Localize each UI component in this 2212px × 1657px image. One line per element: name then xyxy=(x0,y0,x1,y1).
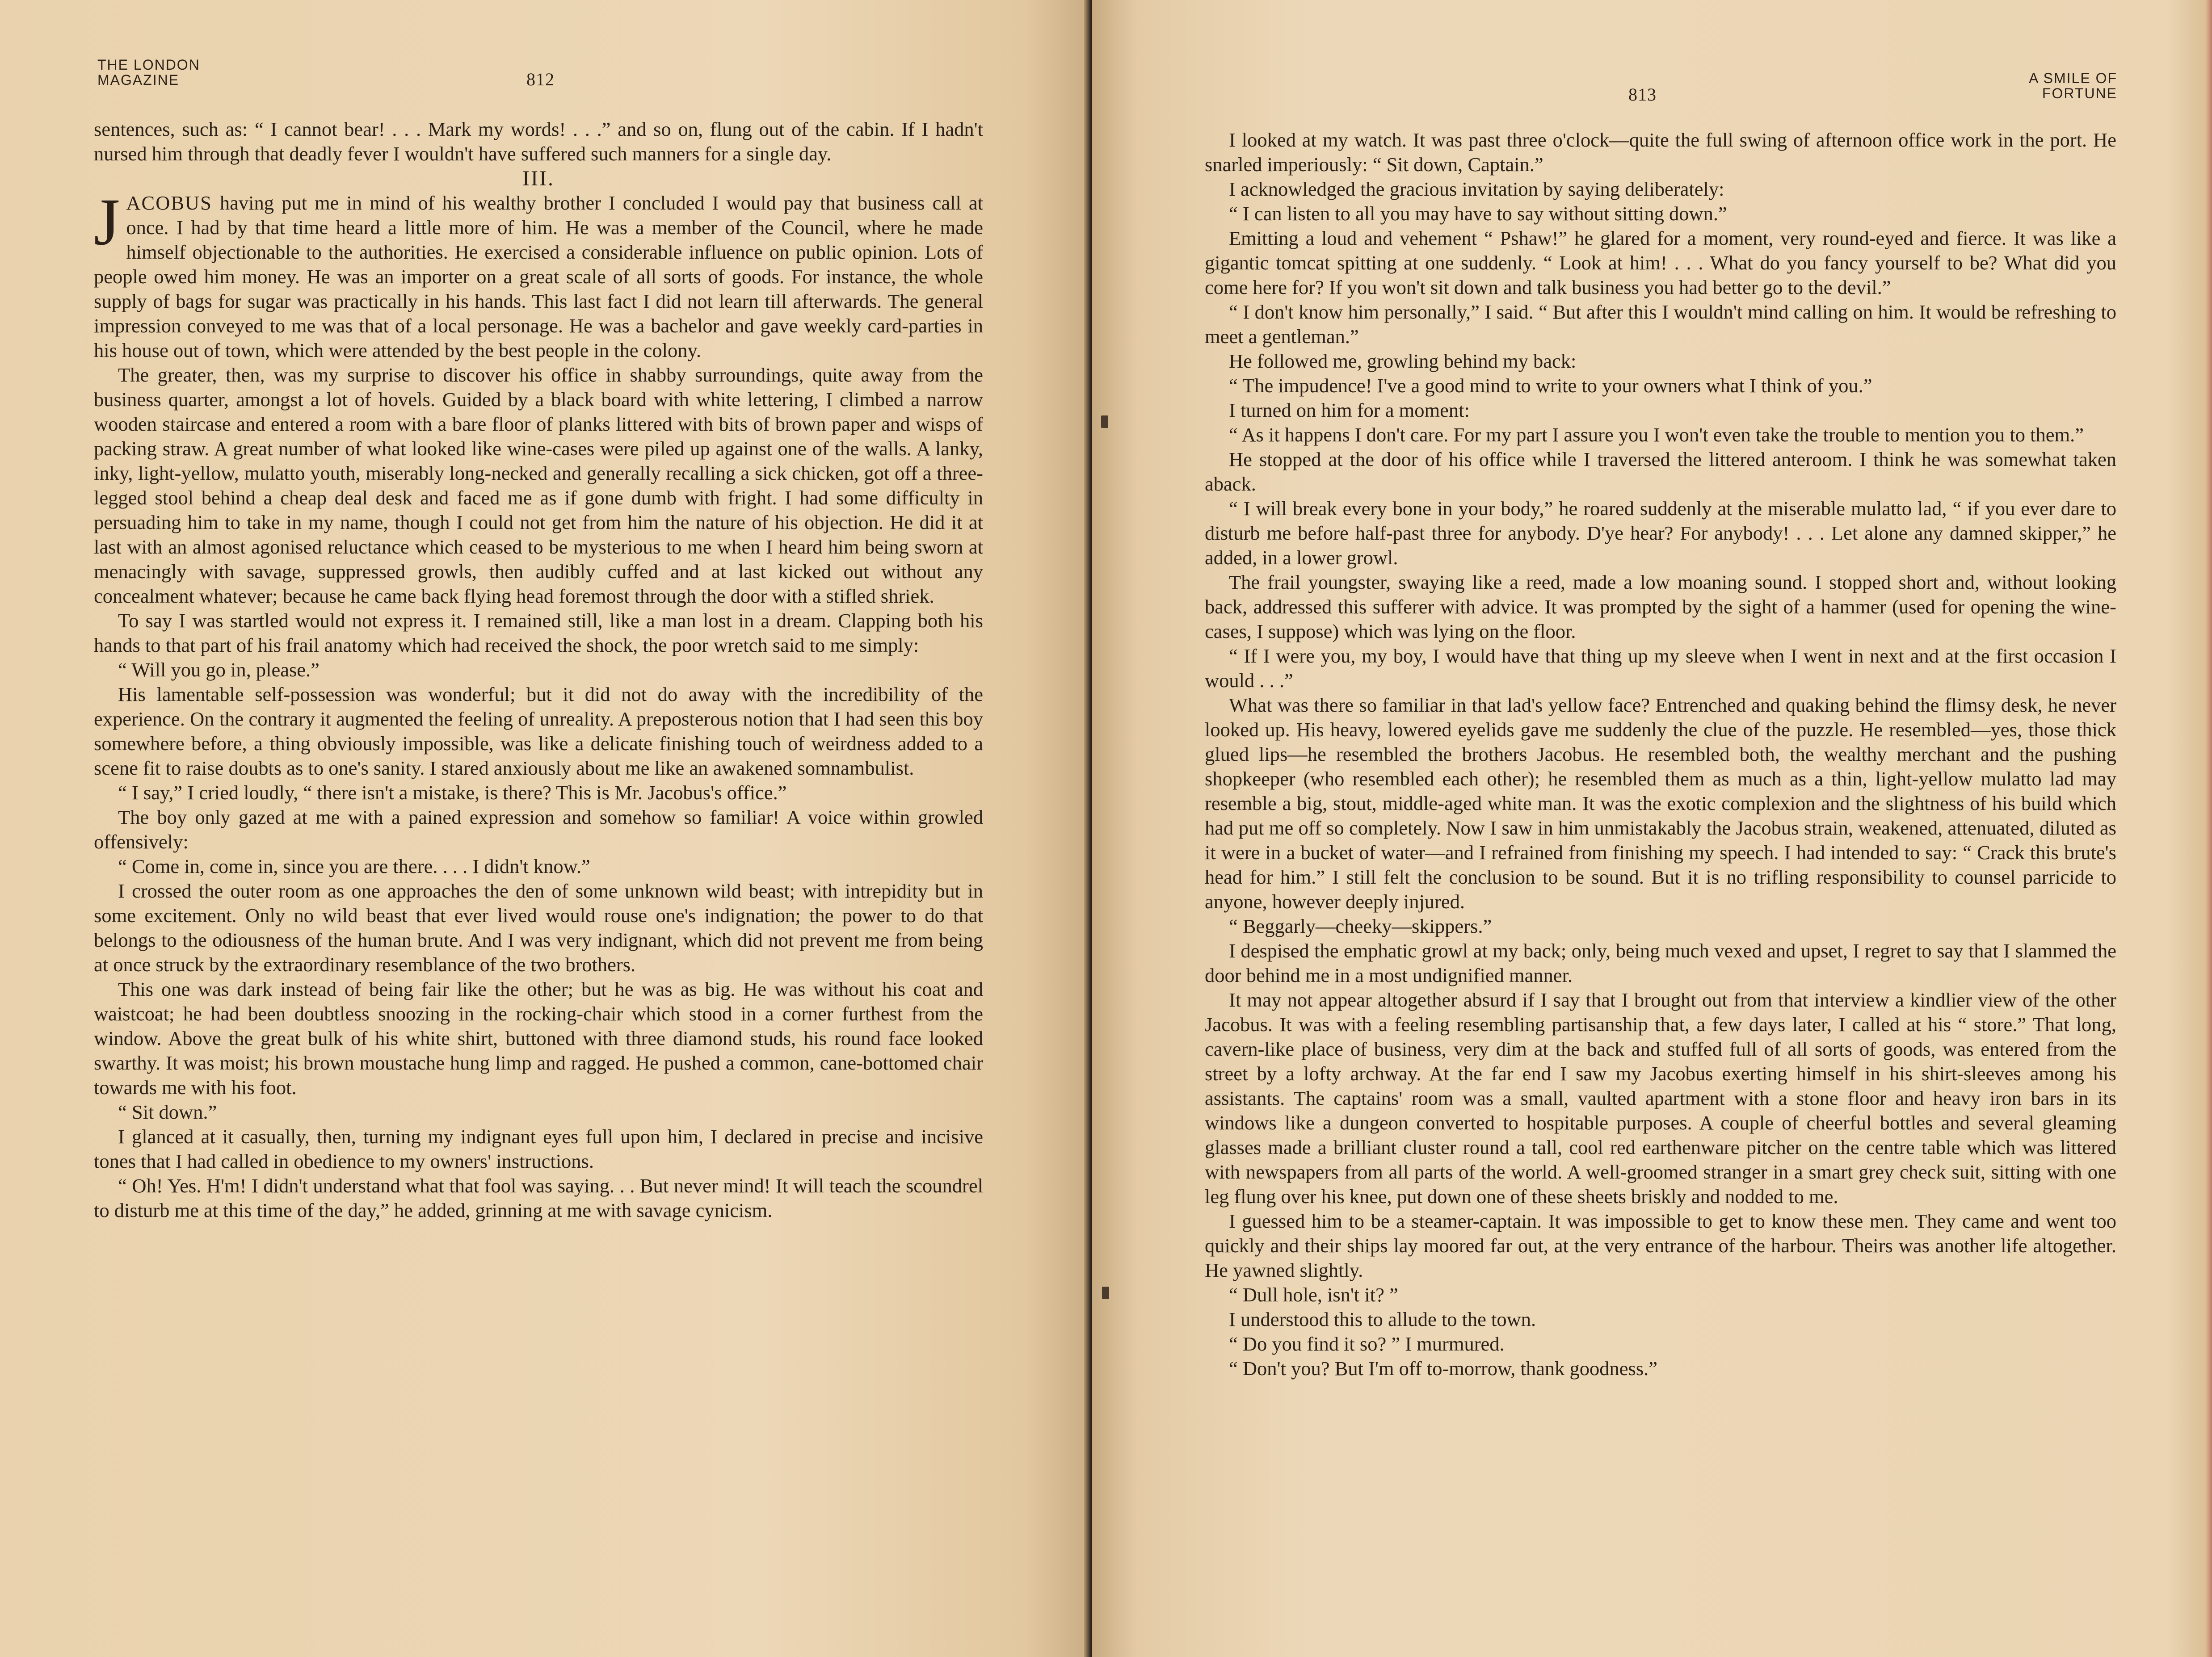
running-head-line: FORTUNE xyxy=(2042,85,2117,101)
paragraph: What was there so familiar in that lad's yellow face? Entrenched and quaking behind the flimsy desk, he never looked up. His heavy, lowered eyelids gave me suddenly the clue of the puzzle. He resembled—yes, those thick glued lips—he resembled the brothers Jacobus. He resembled both, the wealthy merchant and the pushing shopkeeper (who resembled each other); he resembled them as much as a thin, light-yellow mulatto lad may resemble a big, stout, middle-aged white man. It was the exotic complexion and the slightness of his build which had put me off so completely. Now I saw in him unmistakably the Jacobus strain, weakened, attenuated, diluted as it were in a bucket of water—and I refrained from finishing my speech. I had intended to say: “ Crack this brute's head for him.” I still felt the conclusion to be sound. But it is no trifling responsibility to counsel parricide to anyone, however deeply injured. xyxy=(1205,694,2116,913)
paragraph: I crossed the outer room as one approaches the den of some unknown wild beast; with intrepidity but in some excitement. Only no wild beast that ever lived would rouse one's indignation; the power to do that belongs to the odiousness of the human brute. And I was very indignant, which did not prevent me from being at once struck by the extraordinary resemblance of the two brothers. xyxy=(94,880,983,976)
paragraph: I looked at my watch. It was past three o'clock—quite the full swing of afternoon office work in the port. He snarled imperiously: “ Sit down, Captain.” xyxy=(1205,129,2116,176)
binding-mark xyxy=(1101,415,1108,428)
paragraph-opening xyxy=(94,185,983,363)
paragraph: I acknowledged the gracious invitation by saying deliberately: xyxy=(1229,178,1724,200)
section-heading: III. xyxy=(522,167,555,190)
paragraph: He stopped at the door of his office while I traversed the littered anteroom. I think he was somewhat taken aback. xyxy=(1205,448,2116,495)
paragraph: “ Beggarly—cheeky—skippers.” xyxy=(1229,915,1492,937)
paragraph: “ Sit down.” xyxy=(118,1101,217,1123)
paragraph: “ The impudence! I've a good mind to write to your owners what I think of you.” xyxy=(1229,374,1872,397)
running-head-line: A SMILE OF xyxy=(2029,70,2117,86)
paragraph-text: having put me in mind of his wealthy brother I concluded I would pay that business call at once. I had by that time heard a little more of him. He was a member of the Council, where he made himself objectionable to the authorities. He exercised a considerable influence on public opinion. Lots of people owed him money. He was an importer on a great scale of all sorts of goods. For instance, the whole supply of bags for sugar was practically in his hands. This last fact I did not learn till afterwards. The general impression conveyed to me was that of a local personage. He was a bachelor and gave weekly card-parties in his house out of town, which were attended by the best people in the colony. xyxy=(94,192,983,361)
paragraph: This one was dark instead of being fair like the other; but he was as big. He was without his coat and waistcoat; he had been doubtless snoozing in the rocking-chair which stood in a corner furthest from the window. Above the great bulk of his white shirt, buttoned with three diamond studs, his round face looked swarthy. It was moist; his brown moustache hung limp and ragged. He pushed a common, cane-bottomed chair towards me with his foot. xyxy=(94,978,983,1099)
paragraph: The greater, then, was my surprise to discover his office in shabby surroundings, quite away from the business quarter, amongst a lot of hovels. Guided by a black board with white lettering, I climbed a narrow wooden staircase and entered a room with a bare floor of planks littered with bits of brown paper and wisps of packing straw. A great number of what looked like wine-cases were piled up against one of the walls. A lanky, inky, light-yellow, mulatto youth, miserably long-necked and generally recalling a sick chicken, got off a three-legged stool behind a cheap deal desk and faced me as if gone dumb with fright. I had some difficulty in persuading him to take in my name, though I could not get from him the nature of his objection. He did it at last with an almost agonised reluctance which ceased to be mysterious to me when I heard him being sworn at menacingly with savage, suppressed growls, then audibly cuffed and at last kicked out without any concealment whatever; because he came back flying head foremost through the door with a stifled shriek. xyxy=(94,364,983,607)
paragraph: He followed me, growling behind my back: xyxy=(1229,350,1577,372)
paragraph: I guessed him to be a steamer-captain. It was impossible to get to know these men. They came and went too quickly and their ships lay moored far out, at the very entrance of the harbour. Theirs was another life altogether. He yawned slightly. xyxy=(1205,1210,2116,1281)
paragraph: “ As it happens I don't care. For my part I assure you I won't even take the trouble to mention you to them.” xyxy=(1229,424,2084,446)
opening-word: ACOBUS xyxy=(126,192,212,214)
paragraph: “ Will you go in, please.” xyxy=(118,659,320,681)
right-running-head xyxy=(2029,71,2117,101)
left-page xyxy=(0,0,1090,1657)
paragraph: Emitting a loud and vehement “ Pshaw!” he glared for a moment, very round-eyed and fierce. It was like a gigantic tomcat spitting at one suddenly. “ Look at him! . . . What do you fancy yourself to be? What did you come here for? If you won't sit down and talk business you had better go to the devil.” xyxy=(1205,227,2116,298)
paragraph: “ Oh! Yes. H'm! I didn't understand what that fool was saying. . . But never mind! It will teach the scoundrel to disturb me at this time of the day,” he added, grinning at me with savage cynicism. xyxy=(94,1175,983,1221)
paragraph: “ If I were you, my boy, I would have that thing up my sleeve when I went in next and at the first occasion I would . . .” xyxy=(1205,645,2116,692)
paragraph: “ I don't know him personally,” I said. “ But after this I wouldn't mind calling on him. It would be refreshing to meet a gentleman.” xyxy=(1205,301,2116,348)
page-edge xyxy=(2206,0,2212,1657)
paragraph: “ I can listen to all you may have to say without sitting down.” xyxy=(1229,202,1727,225)
left-page-text xyxy=(94,117,983,1223)
paragraph: sentences, such as: “ I cannot bear! . . . Mark my words! . . .” and so on, flung out of the cabin. If I hadn't nursed him through that deadly fever I wouldn't have suffered such manners for a single day. xyxy=(94,118,983,165)
paragraph: His lamentable self-possession was wonderful; but it did not do away with the incredibility of the experience. On the contrary it augmented the feeling of unreality. A preposterous notion that I had seen this boy somewhere before, a thing obviously impossible, was like a delicate finishing touch of weirdness added to a scene fit to raise doubts as to one's sanity. I stared anxiously about me like an awakened somnambulist. xyxy=(94,683,983,779)
paragraph: “ Do you find it so? ” I murmured. xyxy=(1229,1333,1505,1355)
paragraph: “ Come in, come in, since you are there. . . . I didn't know.” xyxy=(118,855,590,877)
binding-mark xyxy=(1102,1287,1109,1299)
paragraph: “ Don't you? But I'm off to-morrow, thank goodness.” xyxy=(1229,1357,1658,1380)
paragraph: “ I say,” I cried loudly, “ there isn't a mistake, is there? This is Mr. Jacobus's office.” xyxy=(118,781,787,804)
paragraph: I despised the emphatic growl at my back; only, being much vexed and upset, I regret to say that I slammed the door behind me in a most undignified manner. xyxy=(1205,940,2116,986)
paragraph: I glanced at it casually, then, turning my indignant eyes full upon him, I declared in precise and incisive tones that I had called in obedience to my owners' instructions. xyxy=(94,1125,983,1172)
paragraph: The frail youngster, swaying like a reed, made a low moaning sound. I stopped short and, without looking back, addressed this sufferer with advice. It was prompted by the sight of a hammer (used for opening the wine-cases, I suppose) which was lying on the floor. xyxy=(1205,571,2116,642)
paragraph: I turned on him for a moment: xyxy=(1229,399,1470,421)
paragraph: I understood this to allude to the town. xyxy=(1229,1308,1536,1330)
running-head-line: THE LONDON xyxy=(97,57,200,73)
page-number: 812 xyxy=(526,69,555,89)
paragraph: “ I will break every bone in your body,” he roared suddenly at the miserable mulatto lad, “ if you ever dare to disturb me before half-past three for anybody. D'ye hear? For anybody! . . . Let alone any damned skipper,” he added, in a lower growl. xyxy=(1205,497,2116,569)
right-page xyxy=(1092,0,2212,1657)
drop-cap: J xyxy=(94,185,120,259)
paragraph: The boy only gazed at me with a pained expression and somehow so familiar! A voice within growled offensively: xyxy=(94,806,983,853)
left-running-head xyxy=(97,57,200,88)
page-number: 813 xyxy=(1628,84,1657,105)
paragraph: To say I was startled would not express it. I remained still, like a man lost in a dream. Clapping both his hands to that part of his frail anatomy which had received the shock, the poor wretch said to me simply: xyxy=(94,609,983,656)
paragraph: “ Dull hole, isn't it? ” xyxy=(1229,1284,1398,1306)
running-head-line: MAGAZINE xyxy=(97,72,180,88)
right-page-text xyxy=(1205,128,2116,1381)
paragraph: It may not appear altogether absurd if I say that I brought out from that interview a kindlier view of the other Jacobus. It was with a feeling resembling partisanship that, a few days later, I called at his “ store.” That long, cavern-like place of business, very dim at the back and stuffed full of all sorts of goods, was entered from the street by a lofty archway. At the far end I saw my Jacobus exerting himself in his shirt-sleeves among his assistants. The captains' room was a small, vaulted apartment with a stone floor and heavy iron bars in its windows like a dungeon converted to hospitable purposes. A couple of cheerful bottles and several gleaming glasses made a brilliant cluster round a tall, cool red earthenware pitcher on the centre table which was littered with newspapers from all parts of the world. A well-groomed stranger in a smart grey check suit, sitting with one leg flung over his knee, put down one of these sheets briskly and nodded to me. xyxy=(1205,989,2116,1208)
